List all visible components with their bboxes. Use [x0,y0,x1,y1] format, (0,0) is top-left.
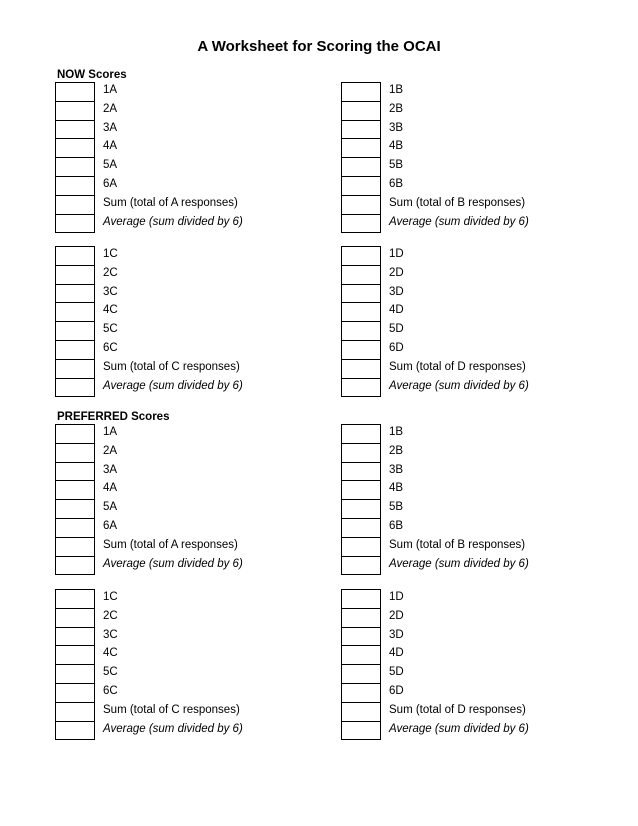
score-row [55,589,295,608]
item-label: 2C [103,266,118,279]
sum-label: Sum (total of D responses) [389,703,526,716]
score-row [55,443,295,462]
score-row [341,443,581,462]
score-row [55,499,295,518]
score-entry-box[interactable] [341,176,381,195]
average-entry-box[interactable] [341,721,381,741]
score-row [341,499,581,518]
sum-entry-box[interactable] [55,537,95,556]
score-entry-box[interactable] [341,82,381,101]
score-row [341,284,581,303]
score-row [341,627,581,646]
average-label: Average (sum divided by 6) [389,215,529,228]
score-entry-box[interactable] [55,340,95,359]
item-label: 6D [389,684,404,697]
score-entry-box[interactable] [55,138,95,157]
average-label: Average (sum divided by 6) [103,557,243,570]
item-label: 1B [389,84,404,96]
score-entry-box[interactable] [341,608,381,627]
score-row [341,702,581,721]
sum-label: Sum (total of C responses) [103,360,240,373]
sum-label: Sum (total of A responses) [103,196,238,209]
item-label: 5D [389,323,404,336]
now-scores-heading: NOW Scores [57,69,127,81]
sum-entry-box[interactable] [55,195,95,214]
score-row [55,214,295,233]
score-row [341,195,581,214]
item-label: 5A [103,159,118,172]
score-entry-box[interactable] [55,645,95,664]
score-row [341,589,581,608]
score-row [341,101,581,120]
sum-entry-box[interactable] [341,359,381,378]
score-row [55,340,295,359]
score-entry-box[interactable] [341,664,381,683]
score-entry-box[interactable] [55,176,95,195]
score-row [341,518,581,537]
score-row [341,462,581,481]
item-label: 1C [103,591,118,603]
score-row [341,176,581,195]
score-entry-box[interactable] [55,265,95,284]
score-entry-box[interactable] [341,462,381,481]
item-label: 6C [103,341,118,354]
sum-label: Sum (total of C responses) [103,703,240,716]
score-row [55,321,295,340]
score-row [341,480,581,499]
average-entry-box[interactable] [55,721,95,741]
score-entry-box[interactable] [341,589,381,608]
score-entry-box[interactable] [55,518,95,537]
score-row [341,424,581,443]
item-label: 5B [389,501,404,514]
score-row [55,265,295,284]
score-entry-box[interactable] [55,284,95,303]
sum-entry-box[interactable] [341,537,381,556]
score-entry-box[interactable] [341,443,381,462]
score-entry-box[interactable] [55,608,95,627]
item-label: 4B [389,140,404,153]
score-entry-box[interactable] [55,82,95,101]
item-label: 3A [103,121,118,134]
score-row [55,556,295,575]
score-entry-box[interactable] [341,518,381,537]
now-block-b [341,82,581,232]
item-label: 3B [389,121,404,134]
item-label: 3C [103,285,118,298]
score-row [55,176,295,195]
score-entry-box[interactable] [55,246,95,265]
average-label: Average (sum divided by 6) [103,215,243,228]
item-label: 1D [389,248,404,260]
sum-entry-box[interactable] [341,702,381,721]
preferred-block-c [55,589,295,739]
score-entry-box[interactable] [55,664,95,683]
item-label: 2A [103,444,118,457]
score-row [341,683,581,702]
item-label: 2C [103,609,118,622]
item-label: 6A [103,177,118,190]
score-row [55,480,295,499]
score-entry-box[interactable] [55,499,95,518]
score-entry-box[interactable] [55,321,95,340]
item-label: 1A [103,426,118,438]
score-row [341,608,581,627]
now-block-c [55,246,295,396]
score-row [341,664,581,683]
preferred-scores-heading: PREFERRED Scores [57,411,170,423]
score-entry-box[interactable] [341,340,381,359]
score-row [55,537,295,556]
item-label: 3B [389,463,404,476]
score-row [341,246,581,265]
score-row [55,424,295,443]
item-label: 4C [103,304,118,317]
score-entry-box[interactable] [341,101,381,120]
average-label: Average (sum divided by 6) [389,722,529,735]
score-entry-box[interactable] [55,101,95,120]
average-entry-box[interactable] [55,378,95,398]
item-label: 5A [103,501,118,514]
item-label: 1B [389,426,404,438]
score-entry-box[interactable] [55,462,95,481]
item-label: 3A [103,463,118,476]
item-label: 6A [103,519,118,532]
item-label: 4D [389,647,404,660]
score-row [341,214,581,233]
average-entry-box[interactable] [55,214,95,234]
item-label: 4B [389,482,404,495]
item-label: 6D [389,341,404,354]
score-row [341,138,581,157]
average-entry-box[interactable] [55,556,95,576]
preferred-block-a [55,424,295,574]
item-label: 1C [103,248,118,260]
score-row [341,321,581,340]
score-row [55,721,295,740]
sum-entry-box[interactable] [341,195,381,214]
score-row [341,359,581,378]
score-entry-box[interactable] [55,424,95,443]
score-entry-box[interactable] [341,683,381,702]
score-entry-box[interactable] [55,157,95,176]
score-row [55,101,295,120]
now-block-a [55,82,295,232]
score-row [55,120,295,139]
score-row [55,645,295,664]
item-label: 6B [389,177,404,190]
average-label: Average (sum divided by 6) [103,379,243,392]
score-row [55,683,295,702]
score-row [55,702,295,721]
item-label: 2B [389,102,404,115]
score-row [55,195,295,214]
score-row [55,518,295,537]
now-block-d [341,246,581,396]
score-row [55,664,295,683]
score-row [55,246,295,265]
score-row [55,302,295,321]
item-label: 3D [389,285,404,298]
score-entry-box[interactable] [55,589,95,608]
preferred-block-d [341,589,581,739]
score-row [55,359,295,378]
sum-label: Sum (total of B responses) [389,538,526,551]
score-entry-box[interactable] [55,480,95,499]
score-row [341,537,581,556]
score-entry-box[interactable] [55,627,95,646]
item-label: 3D [389,628,404,641]
score-entry-box[interactable] [341,157,381,176]
average-entry-box[interactable] [341,378,381,398]
score-entry-box[interactable] [55,120,95,139]
sum-entry-box[interactable] [55,359,95,378]
score-entry-box[interactable] [55,302,95,321]
sum-label: Sum (total of D responses) [389,360,526,373]
score-entry-box[interactable] [341,138,381,157]
item-label: 2A [103,102,118,115]
score-entry-box[interactable] [341,265,381,284]
score-entry-box[interactable] [341,246,381,265]
score-row [341,340,581,359]
item-label: 6B [389,519,404,532]
score-entry-box[interactable] [55,443,95,462]
item-label: 6C [103,684,118,697]
score-row [55,284,295,303]
score-row [55,462,295,481]
item-label: 5B [389,159,404,172]
item-label: 1A [103,84,118,96]
item-label: 2D [389,266,404,279]
item-label: 5C [103,323,118,336]
score-row [341,82,581,101]
sum-label: Sum (total of A responses) [103,538,238,551]
score-row [341,302,581,321]
score-row [341,721,581,740]
score-row [341,265,581,284]
score-row [55,157,295,176]
item-label: 3C [103,628,118,641]
score-entry-box[interactable] [341,120,381,139]
item-label: 2B [389,444,404,457]
score-entry-box[interactable] [341,424,381,443]
score-row [341,645,581,664]
item-label: 1D [389,591,404,603]
score-entry-box[interactable] [341,480,381,499]
score-entry-box[interactable] [341,499,381,518]
score-row [341,120,581,139]
score-row [55,378,295,397]
preferred-block-b [341,424,581,574]
average-label: Average (sum divided by 6) [389,379,529,392]
score-row [55,608,295,627]
score-entry-box[interactable] [55,683,95,702]
score-entry-box[interactable] [341,302,381,321]
score-row [55,138,295,157]
average-label: Average (sum divided by 6) [103,722,243,735]
score-row [55,627,295,646]
item-label: 5D [389,666,404,679]
item-label: 4D [389,304,404,317]
score-entry-box[interactable] [341,645,381,664]
average-entry-box[interactable] [341,214,381,234]
score-entry-box[interactable] [341,321,381,340]
item-label: 4A [103,482,118,495]
item-label: 2D [389,609,404,622]
score-row [341,157,581,176]
item-label: 4C [103,647,118,660]
score-row [341,556,581,575]
score-entry-box[interactable] [341,284,381,303]
average-label: Average (sum divided by 6) [389,557,529,570]
score-row [55,82,295,101]
score-row [341,378,581,397]
item-label: 4A [103,140,118,153]
item-label: 5C [103,666,118,679]
score-entry-box[interactable] [341,627,381,646]
sum-label: Sum (total of B responses) [389,196,526,209]
average-entry-box[interactable] [341,556,381,576]
sum-entry-box[interactable] [55,702,95,721]
page-title: A Worksheet for Scoring the OCAI [197,38,441,55]
